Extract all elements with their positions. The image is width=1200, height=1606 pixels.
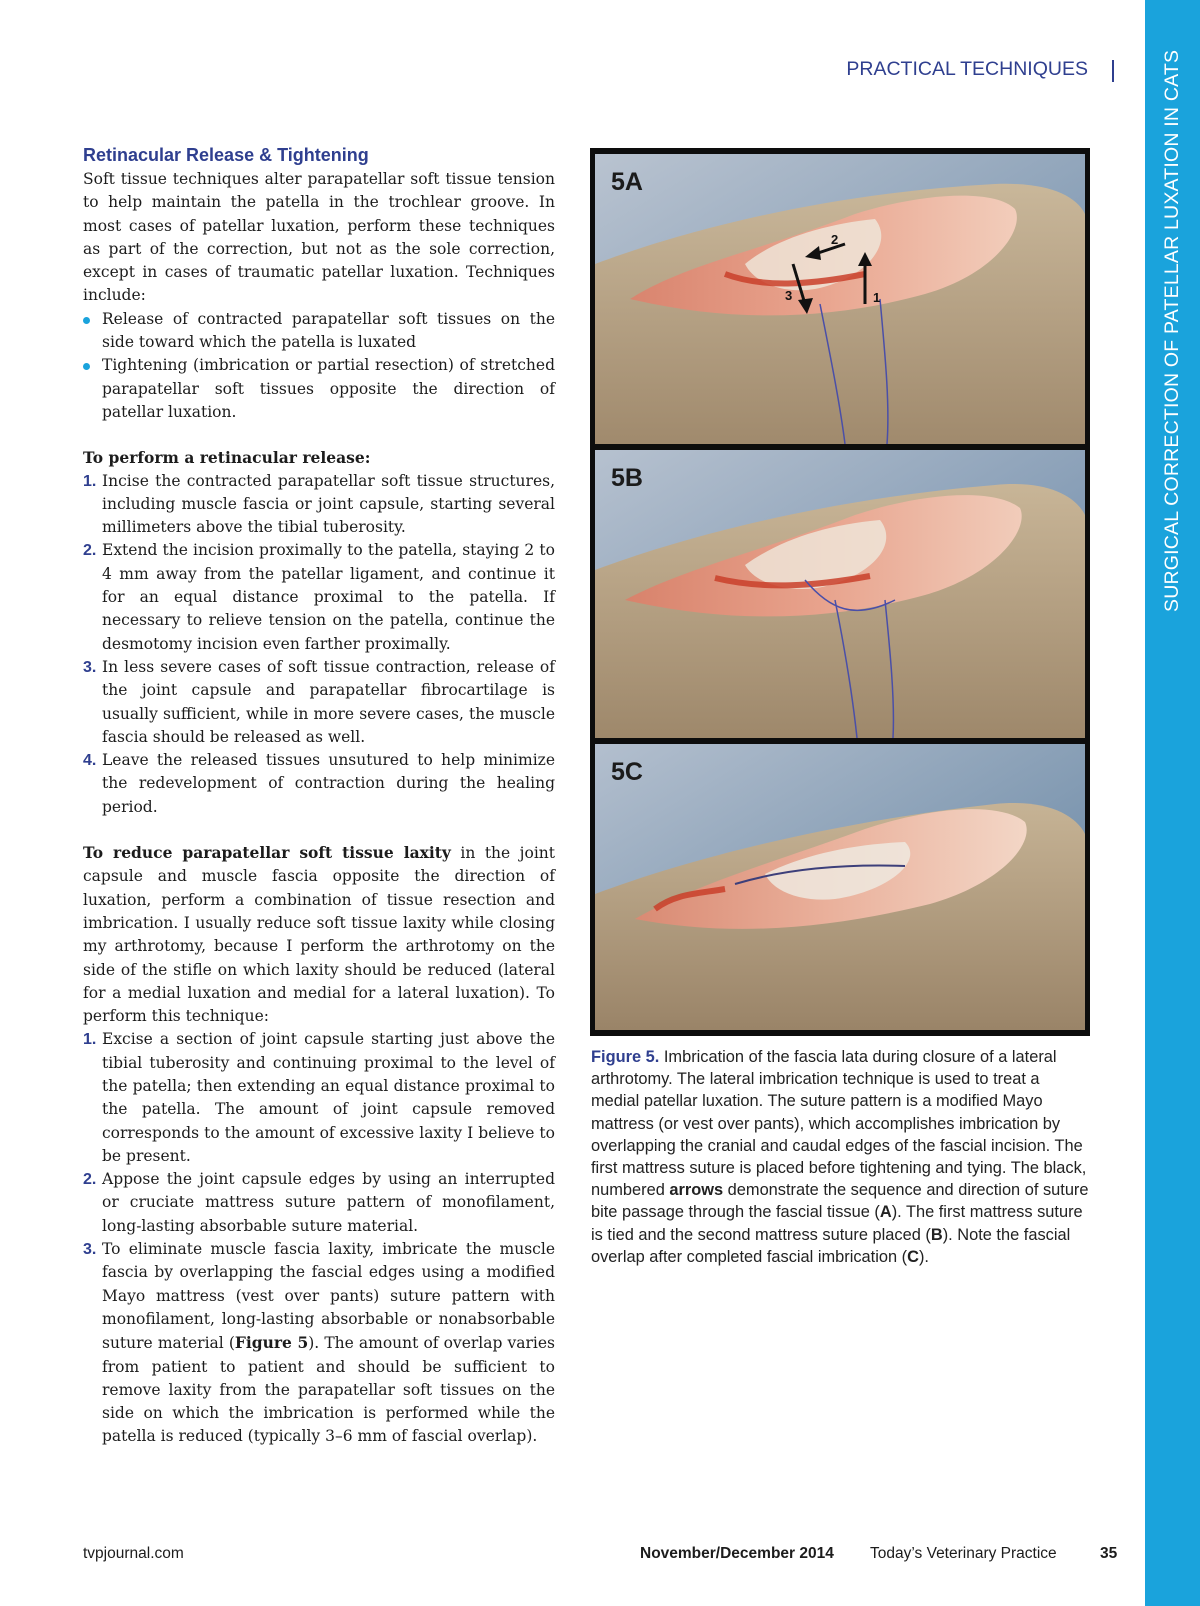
panel-label-a: 5A — [611, 168, 643, 196]
article-text-column — [83, 143, 555, 1449]
sidebar-title: SURGICAL CORRECTION OF PATELLAR LUXATION IN CATS — [1161, 49, 1183, 612]
svg-text:2: 2 — [831, 232, 839, 247]
caption-label: Figure 5. — [591, 1048, 660, 1066]
surgical-photo-a — [595, 154, 1085, 444]
laxity-steps — [83, 1028, 555, 1448]
figure-5 — [590, 148, 1090, 1036]
figure-panel-b — [595, 450, 1085, 738]
figure-caption: Figure 5. Imbrication of the fascia lata during closure of a lateral arthrotomy. The lateral imbrication technique is used to treat a medial patellar luxation. The suture pattern is a modified Mayo mattress (or vest over pants), which accomplishes imbrication by overlapping the cranial and caudal edges of the fascial incision. The first mattress suture is placed before tightening and tying. The black, numbered arrows demonstrate the sequence and direction of suture bite passage through the fascial tissue (A). The first mattress suture is tied and the second mattress suture placed (B). Note the fascial overlap after completed fascial imbrication (C). — [591, 1048, 1089, 1266]
bullet-icon — [83, 317, 90, 324]
release-heading: To perform a retinacular release: — [83, 448, 371, 468]
step-item: 4. Leave the released tissues unsutured to help minimize the redevelopment of contraction during the healing period. — [83, 751, 555, 816]
panel-label-c: 5C — [611, 758, 643, 786]
panel-label-b: 5B — [611, 464, 643, 492]
step-item: 3. In less severe cases of soft tissue contraction, release of the joint capsule and parapatellar fibrocartilage is usually sufficient, while in more severe cases, the muscle fascia should be released as well. — [83, 657, 555, 746]
step-item: 2. Appose the joint capsule edges by using an interrupted or cruciate mattress suture pattern of monofilament, long-lasting absorbable suture material. — [83, 1170, 555, 1235]
bullet-icon — [83, 363, 90, 370]
figure-panel-c — [595, 744, 1085, 1030]
list-item: Release of contracted parapatellar soft tissues on the side toward which the patella is luxated — [83, 308, 555, 355]
intro-paragraph: Soft tissue techniques alter parapatellar soft tissue tension to help maintain the patella in the trochlear groove. In most cases of patellar luxation, perform these techniques as part of the correction, but not as the sole correction, except in cases of traumatic patellar luxation. Techniques include: — [83, 170, 555, 305]
surgical-photo-b — [595, 450, 1085, 738]
figure-panel-a — [595, 154, 1085, 444]
step-item: 2. Extend the incision proximally to the patella, staying 2 to 4 mm away from the patellar ligament, and continue it for an equal distance proximal to the patella. If necessary to relieve tension on the patella, continue the desmotomy incision even farther proximally. — [83, 541, 555, 653]
running-head: PRACTICAL TECHNIQUES — [846, 58, 1088, 80]
step-item: 3. To eliminate muscle fascia laxity, imbricate the muscle fascia by overlapping the fascial edges using a modified Mayo mattress (vest over pants) suture pattern with monofilament, long-lasting absorbable or nonabsorbable suture material (Figure 5). The amount of overlap varies from patient to patient and should be sufficient to remove laxity from the parapatellar soft tissues on the side on which the imbrication is performed while the patella is reduced (typically 3–6 mm of fascial overlap). — [83, 1240, 555, 1446]
svg-text:3: 3 — [785, 288, 793, 303]
release-steps — [83, 470, 555, 819]
footer-issue-date: November/December 2014 — [640, 1545, 834, 1562]
svg-text:1: 1 — [873, 290, 881, 305]
running-head-divider — [1112, 60, 1114, 82]
laxity-paragraph: To reduce parapatellar soft tissue laxity in the joint capsule and muscle fascia opposite the direction of luxation, perform a combination of tissue resection and imbrication. I usually reduce soft tissue laxity while closing my arthrotomy, because I perform the arthrotomy on the side of the stifle on which laxity should be reduced (lateral for a medial luxation and medial for a lateral luxation). To perform this technique: — [83, 843, 555, 1026]
surgical-photo-c — [595, 744, 1085, 1030]
list-item: Tightening (imbrication or partial resection) of stretched parapatellar soft tissues opposite the direction of patellar luxation. — [83, 354, 555, 424]
step-item: 1. Excise a section of joint capsule starting just above the tibial tuberosity and continuing proximal to the level of the patella; then extending an equal distance proximal to the patella. The amount of joint capsule removed corresponds to the amount of excessive laxity I believe to be present. — [83, 1030, 555, 1165]
page-number: 35 — [1100, 1545, 1118, 1562]
footer-publication: Today’s Veterinary Practice — [870, 1545, 1057, 1562]
section-heading: Retinacular Release & Tightening — [83, 145, 369, 165]
step-item: 1. Incise the contracted parapatellar soft tissue structures, including muscle fascia or joint capsule, starting several millimeters above the tibial tuberosity. — [83, 471, 555, 537]
footer-website-link[interactable]: tvpjournal.com — [83, 1545, 184, 1562]
figure-reference[interactable]: Figure 5 — [234, 1333, 309, 1353]
techniques-list — [83, 308, 555, 424]
